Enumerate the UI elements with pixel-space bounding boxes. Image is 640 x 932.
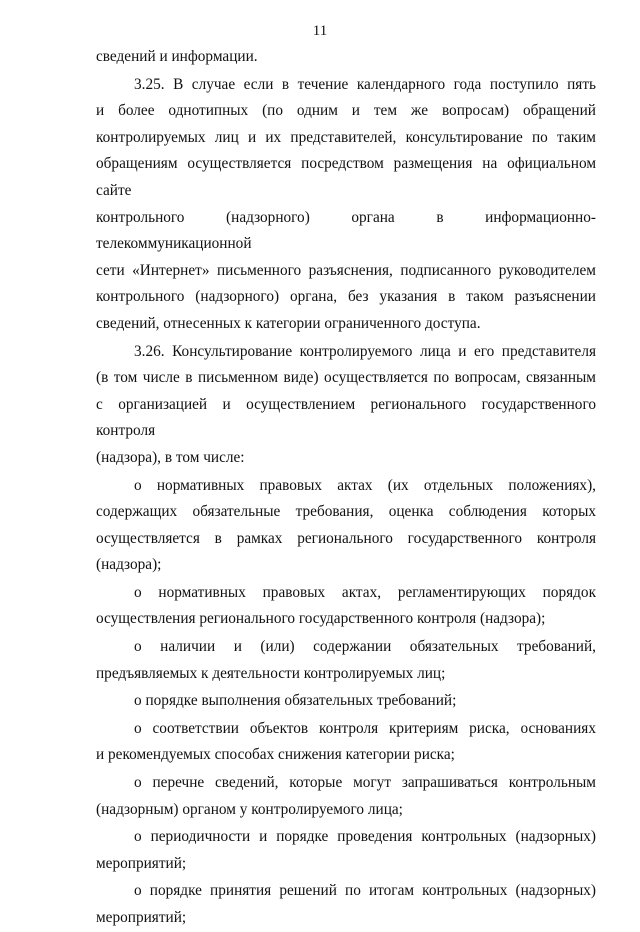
paragraph-continuation xyxy=(96,44,596,71)
text-line: (надзора); xyxy=(96,556,162,574)
page-number: 11 xyxy=(312,23,328,39)
text-line: сведений и информации. xyxy=(96,48,258,65)
document-body xyxy=(96,44,596,932)
text-line: мероприятий; xyxy=(96,854,187,872)
text-line: о соответствии объектов контроля критериям риска, основаниях xyxy=(134,719,596,737)
text-line: обращениям осуществляется посредством размещения на официальном сайте xyxy=(96,155,596,199)
list-item xyxy=(96,688,596,715)
list-item xyxy=(96,580,596,633)
text-line: (надзорным) органом у контролируемого лица; xyxy=(96,800,403,818)
text-line: мероприятий; xyxy=(96,909,187,926)
list-item xyxy=(96,824,596,877)
text-line: о нормативных правовых актах, регламентирующих порядок xyxy=(134,583,596,601)
text-line: о нормативных правовых актах (их отдельных положениях), xyxy=(134,476,596,494)
text-line: контрольного (надзорного) органа, без указания в таком разъяснении xyxy=(96,288,596,306)
text-line: о наличии и (или) содержании обязательных требований, xyxy=(134,638,596,656)
list-item xyxy=(96,716,596,769)
text-line: сети «Интернет» письменного разъяснения, подписанного руководителем xyxy=(96,261,596,279)
text-line: контролируемых лиц и их представителей, консультирование по таким xyxy=(96,128,596,146)
text-line: предъявляемых к деятельности контролируемых лиц; xyxy=(96,664,446,682)
text-line: 3.25. В случае если в течение календарного года поступило пять xyxy=(134,75,596,93)
paragraph-3-25 xyxy=(96,72,596,338)
list-item xyxy=(96,770,596,823)
text-line: содержащих обязательные требования, оценка соблюдения которых xyxy=(96,503,596,521)
text-line: о порядке выполнения обязательных требований; xyxy=(134,692,457,710)
text-line: о порядке принятия решений по итогам контрольных (надзорных) xyxy=(134,882,596,900)
text-line: осуществления регионального государственного контроля (надзора); xyxy=(96,610,546,628)
text-line: 3.26. Консультирование контролируемого лица и его представителя xyxy=(134,342,596,360)
text-line: сведений, отнесенных к категории ограниченного доступа. xyxy=(96,314,481,332)
text-line: о перечне сведений, которые могут запрашиваться контрольным xyxy=(134,774,596,792)
text-line: (в том числе в письменном виде) осуществляется по вопросам, связанным xyxy=(96,369,596,387)
list-item xyxy=(96,473,596,579)
text-line: (надзора), в том числе: xyxy=(96,448,245,466)
text-line: с организацией и осуществлением регионального государственного контроля xyxy=(96,395,596,440)
text-line: осуществляется в рамках регионального государственного контроля xyxy=(96,529,596,547)
list-item xyxy=(96,878,596,931)
text-line: о периодичности и порядке проведения контрольных (надзорных) xyxy=(134,828,596,846)
text-line: и более однотипных (по одним и тем же вопросам) обращений xyxy=(96,102,596,120)
text-line: контрольного (надзорного) органа в информационно-телекоммуникационной xyxy=(96,208,596,253)
list-item xyxy=(96,634,596,687)
paragraph-3-26 xyxy=(96,339,596,472)
text-line: и рекомендуемых способах снижения категории риска; xyxy=(96,746,455,764)
